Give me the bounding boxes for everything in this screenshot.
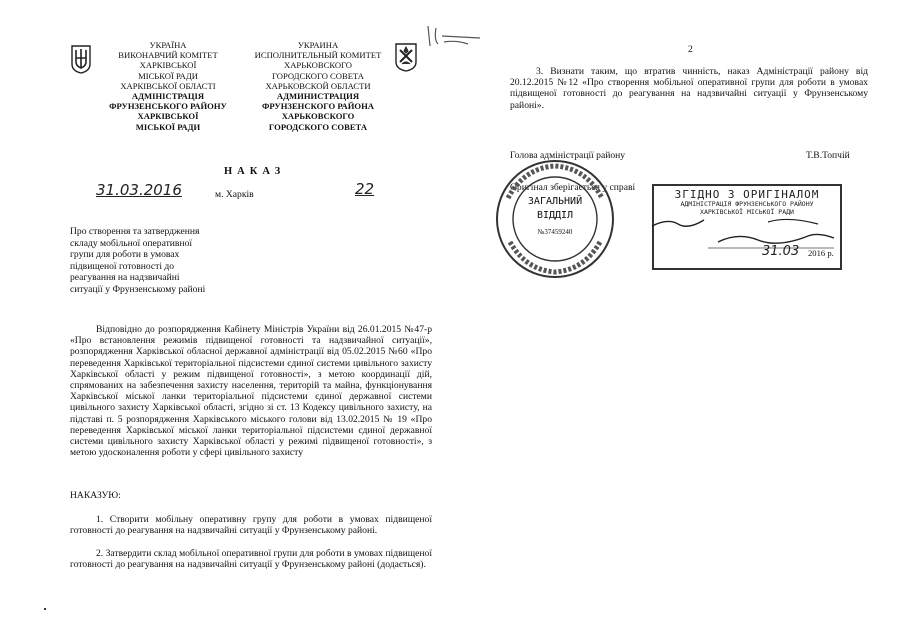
copy-stamp-org: АДМІНІСТРАЦІЯ ФРУНЗЕНСЬКОГО РАЙОНУ bbox=[680, 200, 814, 208]
item-text: 3. Визнати таким, що втратив чинність, наказ Адміністрації району від 20.12.2015 №12 «Про створення мобільної оперативної групи для роботи в умовах підвищеної готовності до реагування на надзвичайні ситуації у Фрунзенському районі». bbox=[510, 66, 868, 111]
subject-line: ситуації у Фрунзенському районі bbox=[70, 283, 206, 295]
header-line: ИСПОЛНИТЕЛЬНЫЙ КОМИТЕТ bbox=[254, 50, 382, 61]
order-date: 31.03.2016 bbox=[96, 181, 182, 199]
header-line: ХАРЬКОВСКОГО bbox=[281, 111, 355, 122]
header-right bbox=[248, 40, 388, 132]
item-text: 2. Затвердити склад мобільної оперативної групи для роботи в умовах підвищеної готовності до реагування на надзвичайні ситуації у Фрунзенському районі (додається). bbox=[70, 548, 432, 571]
header-left bbox=[98, 40, 238, 132]
header-line: УКРАЇНА bbox=[149, 40, 187, 50]
original-note: Оригінал зберігається у справі bbox=[510, 182, 636, 193]
order-number: 22 bbox=[355, 180, 375, 198]
copy-stamp-title: ЗГІДНО З ОРИГІНАЛОМ bbox=[674, 188, 820, 201]
scan-speck bbox=[44, 608, 46, 610]
header-line: ФРУНЗЕНСЬКОГО РАЙОНУ bbox=[109, 101, 227, 112]
header-line: ХАРКІВСЬКОЇ bbox=[139, 60, 197, 71]
scribble-mark bbox=[424, 22, 484, 50]
subject-line: підвищеної готовності до bbox=[70, 260, 175, 272]
header-line: МІСЬКОЇ РАДИ bbox=[135, 121, 201, 132]
header-line: АДМІНІСТРАЦІЯ bbox=[131, 91, 205, 102]
header-line: ХАРЬКОВСКОЙ ОБЛАСТИ bbox=[265, 80, 371, 91]
header-line: УКРАИНА bbox=[297, 40, 339, 50]
header-line: ГОРОДСКОГО СОВЕТА bbox=[272, 70, 364, 81]
subject-line: групи для роботи в умовах bbox=[70, 249, 180, 261]
header-line: ФРУНЗЕНСКОГО РАЙОНА bbox=[262, 101, 374, 112]
order-item-2 bbox=[70, 548, 432, 570]
header-line: ХАРКІВСЬКОЇ bbox=[137, 111, 199, 122]
subject-line: реагування на надзвичайні bbox=[70, 272, 180, 284]
order-title: НАКАЗ bbox=[224, 166, 286, 177]
order-place: м. Харків bbox=[215, 189, 254, 200]
header-line: ВИКОНАВЧИЙ КОМІТЕТ bbox=[118, 50, 218, 61]
copy-stamp-org2: ХАРКІВСЬКОЇ МІСЬКОЇ РАДИ bbox=[700, 207, 794, 216]
page-number: 2 bbox=[688, 44, 693, 55]
order-item-3 bbox=[510, 66, 868, 111]
round-stamp-line1: ЗАГАЛЬНИЙ bbox=[527, 196, 583, 207]
preamble-text: Відповідно до розпорядження Кабінету Міністрів України від 26.01.2015 №47-р «Про встановлення режимів підвищеної готовності та надзвичайної ситуації», розпорядження Харківської обласної державної адміністрації від 05.02.2015 №60 «Про переведення Харківської територіальної підсистеми єдиної системи цивільного захисту Харківської області у режим підвищеної готовності», з метою координації дій, спрямованих на забезпечення захисту населення, територій та майна, функціонування Харківської міської ланки територіальної підсистеми єдиної державної системи цивільного захисту Харківської області, згідно зі ст. 13 Кодексу цивільного захисту, на підставі п. 5 розпорядження Харківського міського голови від 13.02.2015 № 19 «Про переведення Харківської міської ланки територіальної підсистеми єдиної державної системи цивільного захисту Харківської області у режимі підвищеної готовності», з метою удосконалення роботи у сфері цивільного захисту bbox=[70, 324, 432, 459]
handwritten-signature bbox=[648, 212, 848, 272]
subject-line: складу мобільної оперативної bbox=[70, 237, 193, 249]
coat-of-arms-icon bbox=[70, 44, 92, 74]
order-word: НАКАЗУЮ: bbox=[70, 490, 121, 501]
signature-name: Т.В.Топчій bbox=[806, 150, 850, 161]
preamble bbox=[70, 324, 432, 458]
header-line: АДМИНИСТРАЦИЯ bbox=[276, 91, 360, 102]
round-stamp bbox=[494, 158, 616, 280]
signature-position: Голова адміністрації району bbox=[510, 150, 626, 161]
item-text: 1. Створити мобільну оперативну групу для роботи в умовах підвищеної готовності до реагування на надзвичайні ситуації у Фрунзенському районі. bbox=[70, 514, 432, 537]
city-emblem-icon bbox=[394, 42, 418, 72]
order-item-1 bbox=[70, 514, 432, 536]
copy-stamp-year: 2016 р. bbox=[808, 248, 834, 258]
header-line: ХАРЬКОВСКОГО bbox=[284, 60, 352, 71]
order-subject bbox=[70, 226, 260, 296]
header-line: ГОРОДСКОГО СОВЕТА bbox=[268, 121, 368, 132]
header-line: МІСЬКОЇ РАДИ bbox=[138, 70, 198, 81]
subject-line: Про створення та затвердження bbox=[70, 226, 200, 237]
round-stamp-code: №37459240 bbox=[537, 228, 573, 236]
copy-stamp-date: 31.03 bbox=[762, 244, 800, 259]
header-line: ХАРКІВСЬКОЇ ОБЛАСТІ bbox=[120, 80, 216, 91]
round-stamp-line2: ВІДДІЛ bbox=[536, 210, 574, 221]
